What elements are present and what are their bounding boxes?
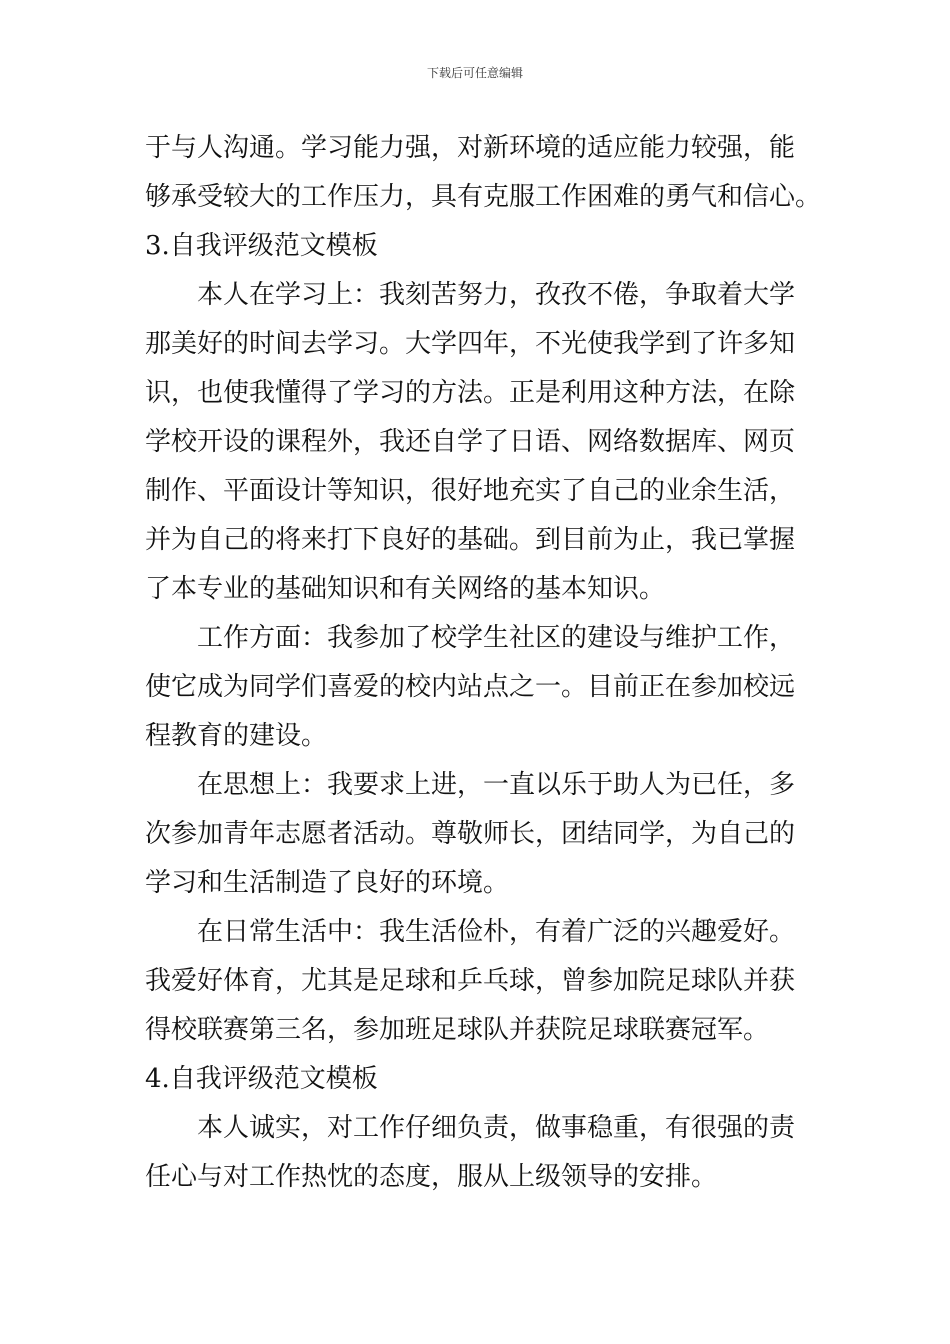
paragraph-first-line: 本人在学习上：我刻苦努力，孜孜不倦，争取着大学 <box>197 280 796 310</box>
text-line: 了本专业的基础知识和有关网络的基本知识。 <box>145 574 666 604</box>
text-line: 我爱好体育，尤其是足球和乒乓球，曾参加院足球队并获 <box>145 966 796 996</box>
text-line: 学校开设的课程外，我还自学了日语、网络数据库、网页 <box>145 427 796 457</box>
paragraph-first-line: 在日常生活中：我生活俭朴，有着广泛的兴趣爱好。 <box>197 917 796 947</box>
text-line: 识，也使我懂得了学习的方法。正是利用这种方法，在除 <box>145 378 796 408</box>
text-line: 学习和生活制造了良好的环境。 <box>145 868 510 898</box>
text-line: 任心与对工作热忱的态度，服从上级领导的安排。 <box>145 1162 718 1192</box>
section-heading-3: 3.自我评级范文模板 <box>145 231 378 261</box>
text-line: 够承受较大的工作压力，具有克服工作困难的勇气和信心。 <box>145 182 822 212</box>
text-line: 得校联赛第三名，参加班足球队并获院足球联赛冠军。 <box>145 1015 770 1045</box>
text-line: 制作、平面设计等知识，很好地充实了自己的业余生活， <box>145 476 796 506</box>
text-line: 程教育的建设。 <box>145 721 328 751</box>
text-line: 使它成为同学们喜爱的校内站点之一。目前正在参加校远 <box>145 672 796 702</box>
paragraph-first-line: 工作方面：我参加了校学生社区的建设与维护工作， <box>197 623 796 653</box>
section-heading-4: 4.自我评级范文模板 <box>145 1064 378 1094</box>
document-body <box>145 124 822 1202</box>
text-line: 于与人沟通。学习能力强，对新环境的适应能力较强，能 <box>145 133 796 163</box>
paragraph-first-line: 在思想上：我要求上进，一直以乐于助人为已任，多 <box>197 770 796 800</box>
text-line: 那美好的时间去学习。大学四年，不光使我学到了许多知 <box>145 329 796 359</box>
text-line: 并为自己的将来打下良好的基础。到目前为止，我已掌握 <box>145 525 796 555</box>
page-header-note: 下载后可任意编辑 <box>426 66 523 80</box>
paragraph-first-line: 本人诚实，对工作仔细负责，做事稳重，有很强的责 <box>197 1113 796 1143</box>
text-line: 次参加青年志愿者活动。尊敬师长，团结同学，为自己的 <box>145 819 796 849</box>
